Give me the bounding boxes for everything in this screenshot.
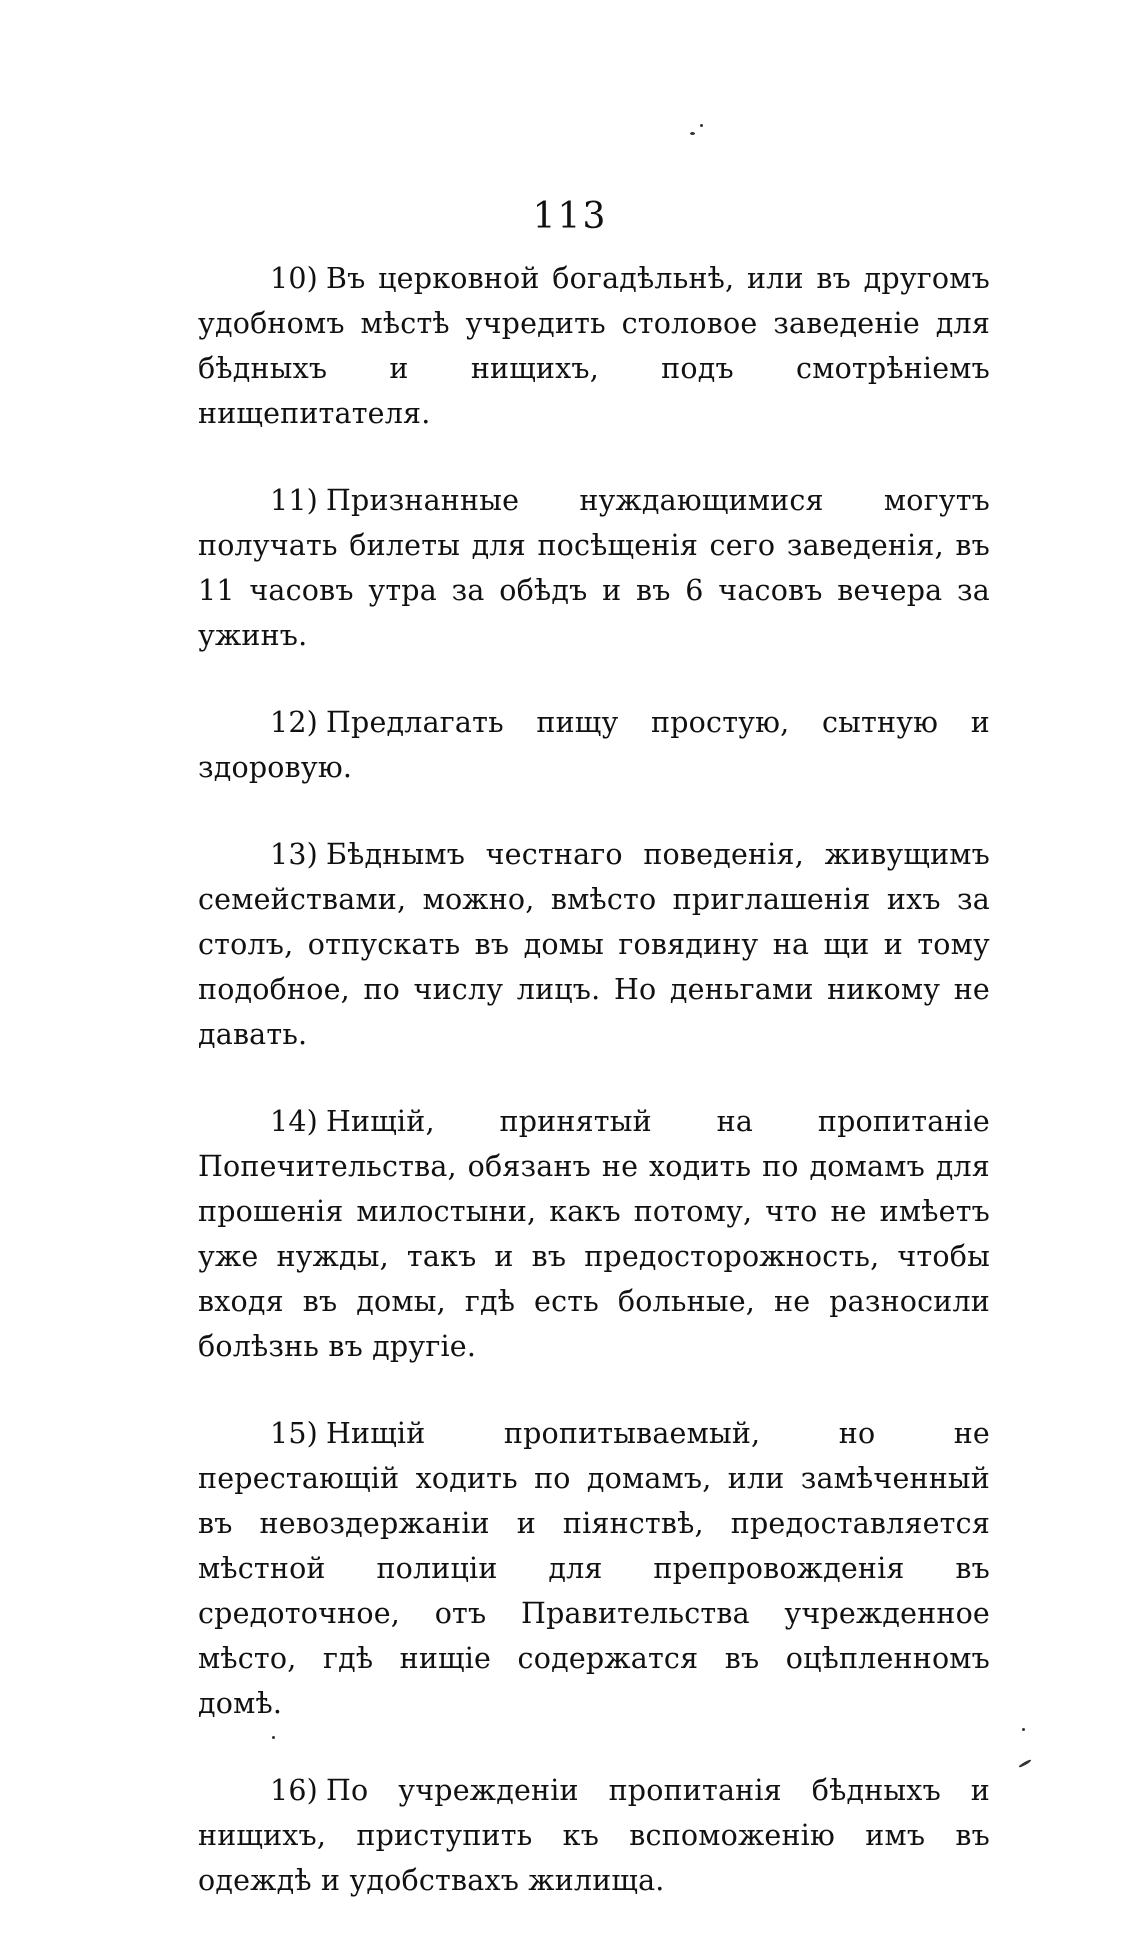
clause-number: 12) [270, 706, 318, 739]
clause-text: Въ церковной богадѣльнѣ, или въ другомъ удобномъ мѣстѣ учредить столовое заведеніе для бѣдныхъ и нищихъ, подъ смотрѣніемъ нищепитателя. [198, 262, 990, 430]
clause-text: Нищій пропитываемый, но не перестающій ходить по домамъ, или замѣченный въ невоздержаніи и піянствѣ, предоставляется мѣстной полиціи для препровожденія въ средоточное, отъ Правительства учрежденное мѣсто, гдѣ нищіе содержатся въ оцѣпленномъ домѣ. [198, 1417, 990, 1720]
ink-speck [1022, 1728, 1025, 1731]
clause-13 [198, 832, 990, 1057]
clause-15 [198, 1411, 990, 1726]
clause-text: Нищій, принятый на пропитаніе Попечительства, обязанъ не ходить по домамъ для прошенія милостыни, какъ потому, что не имѣетъ уже нужды, такъ и въ предосторожность, чтобы входя въ домы, гдѣ есть больные, не разносили болѣзнь въ другіе. [198, 1105, 990, 1363]
clause-16 [198, 1768, 990, 1903]
ink-speck [700, 124, 703, 127]
clause-14 [198, 1099, 990, 1369]
clause-number: 10) [270, 262, 318, 295]
clause-text: Признанные нуждающимися могутъ получать билеты для посѣщенія сего заведенія, въ 11 часовъ утра за обѣдъ и въ 6 часовъ вечера за ужинъ. [198, 484, 990, 652]
clause-number: 15) [270, 1417, 318, 1450]
clause-number: 14) [270, 1105, 318, 1138]
clause-text: По учрежденіи пропитанія бѣдныхъ и нищихъ, приступить къ вспоможенію имъ въ одеждѣ и удобствахъ жилища. [198, 1774, 990, 1897]
clause-number: 13) [270, 838, 318, 871]
clause-text: Бѣднымъ честнаго поведенія, живущимъ семействами, можно, вмѣсто приглашенія ихъ за столъ, отпускать въ домы говядину на щи и тому подобное, по числу лицъ. Но деньгами никому не давать. [198, 838, 990, 1051]
clause-text: Предлагать пищу простую, сытную и здоровую. [198, 706, 990, 784]
clause-number: 16) [270, 1774, 318, 1807]
ink-speck [1018, 1759, 1032, 1769]
clause-10 [198, 256, 990, 436]
clause-11 [198, 478, 990, 658]
ink-speck [690, 132, 695, 135]
ink-speck [272, 1736, 275, 1739]
page-number: 113 [532, 196, 608, 237]
body-text [198, 256, 990, 1945]
clause-12 [198, 700, 990, 790]
clause-number: 11) [270, 484, 318, 517]
